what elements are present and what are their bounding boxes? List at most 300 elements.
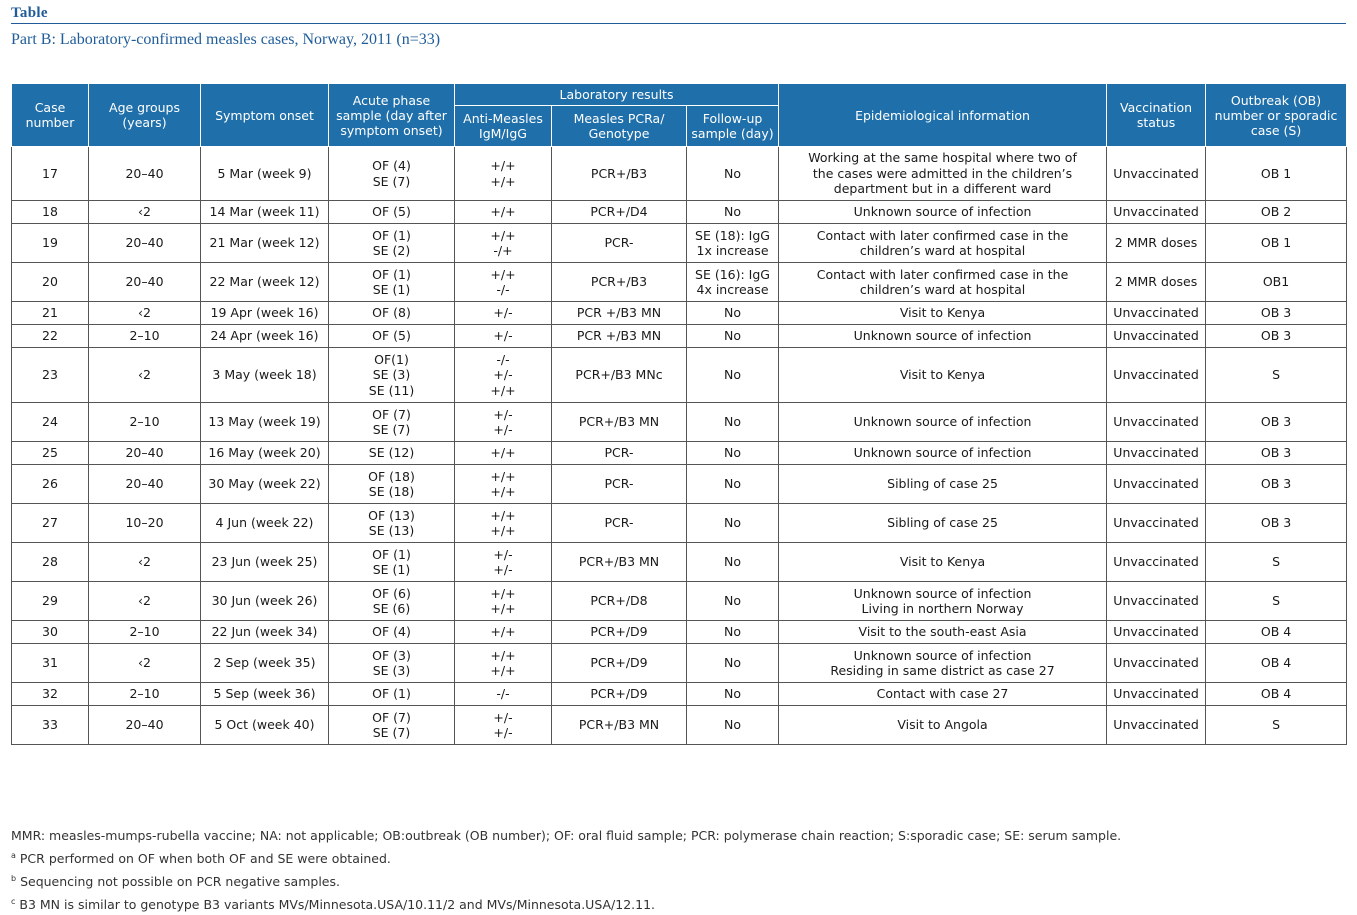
cell-pcr-genotype: PCR+/B3 MN (552, 543, 687, 582)
cell-case-number: 33 (12, 706, 89, 745)
cell-acute-phase-line: OF (6) (372, 585, 411, 601)
cell-epidemiological-info (779, 442, 1107, 465)
cell-pcr-genotype: PCR- (552, 504, 687, 543)
cell-epidemiological-info-line: Visit to the south-east Asia (858, 624, 1027, 640)
cell-follow-up (687, 683, 779, 706)
cell-epidemiological-info-line: children’s ward at hospital (859, 243, 1026, 258)
cell-outbreak: OB 4 (1206, 621, 1347, 644)
cell-outbreak: OB 3 (1206, 302, 1347, 325)
cell-anti-measles-line: +/- (493, 305, 513, 321)
cell-epidemiological-info (779, 348, 1107, 403)
cell-symptom-onset: 2 Sep (week 35) (201, 644, 329, 683)
cell-acute-phase (329, 683, 455, 706)
cell-pcr-genotype: PCR+/D4 (552, 201, 687, 224)
cell-follow-up (687, 348, 779, 403)
cell-anti-measles (455, 263, 552, 302)
cell-follow-up (687, 147, 779, 201)
cell-epidemiological-info-line: Unknown source of infection (853, 445, 1032, 461)
cell-acute-phase-line: SE (6) (372, 601, 411, 616)
header-vaccination-status: Vaccination status (1107, 84, 1206, 147)
cell-follow-up-line: No (724, 554, 742, 570)
cell-follow-up-line: No (724, 686, 742, 702)
cell-anti-measles-line: +/+ (490, 158, 516, 173)
cell-epidemiological-info-line: Contact with case 27 (876, 686, 1009, 702)
cell-epidemiological-info (779, 504, 1107, 543)
cell-age-group: 20–40 (89, 263, 201, 302)
table-row (12, 325, 1347, 348)
cell-follow-up (687, 706, 779, 745)
cell-anti-measles-line: +/- (493, 562, 513, 577)
header-laboratory-results: Laboratory results (455, 84, 779, 106)
cell-acute-phase-line: SE (2) (372, 243, 411, 258)
cell-epidemiological-info-line: Visit to Kenya (899, 554, 986, 570)
cell-acute-phase-line: SE (11) (368, 382, 415, 398)
cell-vaccination-status: Unvaccinated (1107, 683, 1206, 706)
cell-anti-measles (455, 224, 552, 263)
cell-anti-measles-line: +/+ (490, 266, 516, 282)
table-row (12, 465, 1347, 504)
cell-case-number: 21 (12, 302, 89, 325)
cell-pcr-genotype: PCR+/D9 (552, 644, 687, 683)
cell-outbreak: OB 3 (1206, 325, 1347, 348)
cell-outbreak: S (1206, 706, 1347, 745)
cell-follow-up-line: No (724, 367, 742, 383)
cell-vaccination-status: Unvaccinated (1107, 302, 1206, 325)
cell-age-group: 20–40 (89, 465, 201, 504)
footnote-a-mark: a (11, 851, 16, 860)
table-row (12, 263, 1347, 302)
cell-follow-up-line: No (724, 476, 742, 492)
table-row (12, 683, 1347, 706)
cell-outbreak: OB 1 (1206, 224, 1347, 263)
footnote-c-text: B3 MN is similar to genotype B3 variants MVs/Minnesota.USA/10.11/2 and MVs/Minnesota.USA/12.11. (19, 897, 656, 913)
cell-epidemiological-info (779, 582, 1107, 621)
cell-symptom-onset: 5 Mar (week 9) (201, 147, 329, 201)
cell-follow-up (687, 325, 779, 348)
cell-epidemiological-info (779, 263, 1107, 302)
cell-acute-phase-line: SE (1) (372, 282, 411, 297)
cell-vaccination-status: Unvaccinated (1107, 706, 1206, 745)
cell-epidemiological-info (779, 644, 1107, 683)
cell-symptom-onset: 4 Jun (week 22) (201, 504, 329, 543)
table-row (12, 147, 1347, 201)
cell-epidemiological-info-line: Unknown source of infection (853, 204, 1032, 220)
cell-pcr-genotype: PCR- (552, 442, 687, 465)
cell-case-number: 26 (12, 465, 89, 504)
cell-anti-measles-line: +/+ (490, 601, 516, 616)
cell-anti-measles (455, 543, 552, 582)
cell-outbreak: S (1206, 348, 1347, 403)
cell-age-group: ‹2 (89, 582, 201, 621)
cell-symptom-onset: 21 Mar (week 12) (201, 224, 329, 263)
cell-epidemiological-info-line: Sibling of case 25 (887, 515, 998, 531)
cell-acute-phase-line: SE (18) (368, 484, 415, 499)
cell-acute-phase-line: SE (3) (372, 663, 411, 678)
cell-symptom-onset: 5 Sep (week 36) (201, 683, 329, 706)
cell-vaccination-status: Unvaccinated (1107, 543, 1206, 582)
table-row (12, 644, 1347, 683)
cell-vaccination-status: Unvaccinated (1107, 403, 1206, 442)
cell-age-group: 2–10 (89, 325, 201, 348)
table-row (12, 224, 1347, 263)
cell-follow-up-line: 1x increase (696, 243, 769, 258)
cell-age-group: 20–40 (89, 706, 201, 745)
cell-symptom-onset: 24 Apr (week 16) (201, 325, 329, 348)
cell-anti-measles-line: -/- (496, 351, 510, 367)
cell-anti-measles-line: +/+ (490, 173, 516, 189)
cell-anti-measles (455, 582, 552, 621)
cell-age-group: 2–10 (89, 621, 201, 644)
header-epidemiological-information: Epidemiological information (779, 84, 1107, 147)
cell-age-group: ‹2 (89, 348, 201, 403)
cell-epidemiological-info (779, 302, 1107, 325)
cell-follow-up-line: No (724, 445, 742, 461)
cell-anti-measles-line: +/+ (490, 468, 516, 484)
header-symptom-onset: Symptom onset (201, 84, 329, 147)
cell-anti-measles (455, 147, 552, 201)
cell-acute-phase-line: SE (7) (372, 173, 411, 189)
header-rule (11, 23, 1346, 24)
cell-pcr-genotype: PCR+/B3 (552, 263, 687, 302)
cell-anti-measles (455, 644, 552, 683)
cell-follow-up-line: No (724, 655, 742, 671)
cell-epidemiological-info-line: Visit to Kenya (899, 367, 986, 383)
cell-acute-phase-line: OF (5) (372, 328, 411, 344)
cell-anti-measles-line: +/+ (490, 624, 516, 640)
cell-acute-phase-line: SE (7) (372, 422, 411, 437)
cell-anti-measles (455, 504, 552, 543)
footnote-a-text: PCR performed on OF when both OF and SE were obtained. (19, 851, 391, 867)
cell-vaccination-status: Unvaccinated (1107, 582, 1206, 621)
cell-pcr-genotype: PCR- (552, 224, 687, 263)
cell-age-group: 20–40 (89, 147, 201, 201)
cell-vaccination-status: Unvaccinated (1107, 621, 1206, 644)
cell-symptom-onset: 22 Mar (week 12) (201, 263, 329, 302)
cell-symptom-onset: 30 May (week 22) (201, 465, 329, 504)
cell-follow-up-line: SE (16): IgG (695, 266, 770, 282)
cell-anti-measles (455, 621, 552, 644)
cell-case-number: 25 (12, 442, 89, 465)
cell-pcr-genotype: PCR+/B3 MN (552, 706, 687, 745)
cell-case-number: 18 (12, 201, 89, 224)
cell-anti-measles-line: +/- (493, 709, 513, 725)
cell-case-number: 28 (12, 543, 89, 582)
table-subtitle: Part B: Laboratory-confirmed measles cases, Norway, 2011 (n=33) (11, 31, 441, 48)
cell-outbreak: OB 1 (1206, 147, 1347, 201)
cell-epidemiological-info-line: Working at the same hospital where two of (808, 150, 1077, 166)
cell-symptom-onset: 14 Mar (week 11) (201, 201, 329, 224)
cell-anti-measles (455, 403, 552, 442)
cell-epidemiological-info-line: children’s ward at hospital (859, 282, 1026, 297)
cell-follow-up-line: No (724, 624, 742, 640)
cell-acute-phase (329, 442, 455, 465)
cell-age-group: 10–20 (89, 504, 201, 543)
cell-vaccination-status: Unvaccinated (1107, 644, 1206, 683)
cell-epidemiological-info (779, 621, 1107, 644)
cell-acute-phase (329, 465, 455, 504)
cell-acute-phase-line: OF (4) (372, 158, 411, 173)
header-pcr-genotype: Measles PCRa/ Genotype (552, 106, 687, 147)
table-body (12, 147, 1347, 745)
cell-epidemiological-info (779, 224, 1107, 263)
header-case-number: Case number (12, 84, 89, 147)
cell-follow-up-line: No (724, 717, 742, 733)
cell-symptom-onset: 16 May (week 20) (201, 442, 329, 465)
cell-anti-measles (455, 348, 552, 403)
header-follow-up: Follow-up sample (day) (687, 106, 779, 147)
cell-acute-phase (329, 706, 455, 745)
cell-acute-phase-line: OF (1) (372, 546, 411, 562)
header-age-groups: Age groups (years) (89, 84, 201, 147)
cell-symptom-onset: 22 Jun (week 34) (201, 621, 329, 644)
cell-pcr-genotype: PCR+/B3 MN (552, 403, 687, 442)
cell-outbreak: S (1206, 543, 1347, 582)
table-row (12, 706, 1347, 745)
cell-epidemiological-info-line: Unknown source of infection (853, 328, 1032, 344)
cell-follow-up (687, 263, 779, 302)
cell-anti-measles-line: +/+ (490, 445, 516, 461)
cell-follow-up-line: No (724, 414, 742, 430)
cell-epidemiological-info-line: Unknown source of infection (853, 414, 1032, 430)
cell-epidemiological-info-line: Visit to Kenya (899, 305, 986, 321)
cell-acute-phase-line: OF (13) (368, 507, 415, 523)
cell-symptom-onset: 13 May (week 19) (201, 403, 329, 442)
cell-outbreak: OB 3 (1206, 465, 1347, 504)
cell-follow-up (687, 644, 779, 683)
footnote-c (11, 892, 1121, 915)
cell-case-number: 23 (12, 348, 89, 403)
table-row (12, 201, 1347, 224)
cell-pcr-genotype: PCR+/B3 (552, 147, 687, 201)
cell-case-number: 20 (12, 263, 89, 302)
cell-case-number: 29 (12, 582, 89, 621)
cell-anti-measles (455, 302, 552, 325)
table-label: Table (11, 5, 48, 21)
cell-epidemiological-info-line: Contact with later confirmed case in the (816, 227, 1069, 243)
cell-outbreak: OB 4 (1206, 683, 1347, 706)
header-acute-phase: Acute phase sample (day after symptom onset) (329, 84, 455, 147)
cell-pcr-genotype: PCR- (552, 465, 687, 504)
cell-pcr-genotype: PCR +/B3 MN (552, 325, 687, 348)
cell-acute-phase-line: SE (3) (372, 367, 411, 383)
cell-acute-phase-line: OF (1) (372, 227, 411, 243)
cell-follow-up (687, 621, 779, 644)
cell-anti-measles (455, 706, 552, 745)
cell-pcr-genotype: PCR +/B3 MN (552, 302, 687, 325)
cell-anti-measles (455, 465, 552, 504)
table-row (12, 621, 1347, 644)
cell-pcr-genotype: PCR+/D9 (552, 683, 687, 706)
cell-acute-phase (329, 348, 455, 403)
footnote-abbreviations: MMR: measles-mumps-rubella vaccine; NA: not applicable; OB:outbreak (OB number); OF: oral fluid sample; PCR: polymerase chain reaction; S:sporadic case; SE: serum sample. (11, 828, 1122, 843)
cell-age-group: ‹2 (89, 644, 201, 683)
cell-anti-measles (455, 325, 552, 348)
cell-symptom-onset: 5 Oct (week 40) (201, 706, 329, 745)
cell-acute-phase-line: OF (8) (372, 305, 411, 321)
cell-vaccination-status: 2 MMR doses (1107, 224, 1206, 263)
cell-anti-measles-line: +/+ (490, 507, 516, 523)
footnote-b-text: Sequencing not possible on PCR negative samples. (20, 874, 340, 890)
cell-vaccination-status: Unvaccinated (1107, 504, 1206, 543)
cell-acute-phase-line: OF (7) (372, 406, 411, 422)
cell-acute-phase (329, 224, 455, 263)
cell-case-number: 22 (12, 325, 89, 348)
cell-follow-up (687, 201, 779, 224)
cell-acute-phase (329, 147, 455, 201)
cell-age-group: 2–10 (89, 683, 201, 706)
cell-acute-phase (329, 621, 455, 644)
cell-acute-phase-line: OF (1) (372, 266, 411, 282)
cell-pcr-genotype: PCR+/D8 (552, 582, 687, 621)
cell-outbreak: OB 3 (1206, 442, 1347, 465)
header-outbreak: Outbreak (OB) number or sporadic case (S) (1206, 84, 1347, 147)
cell-follow-up (687, 582, 779, 621)
cell-anti-measles-line: +/+ (490, 484, 516, 499)
table-row (12, 348, 1347, 403)
cell-acute-phase (329, 263, 455, 302)
cell-anti-measles-line: +/- (493, 546, 513, 562)
cell-acute-phase-line: OF (7) (372, 709, 411, 725)
cell-pcr-genotype: PCR+/D9 (552, 621, 687, 644)
cell-anti-measles (455, 683, 552, 706)
cell-epidemiological-info-line: department but in a different ward (833, 181, 1052, 197)
measles-cases-table (11, 83, 1347, 745)
cell-age-group: ‹2 (89, 201, 201, 224)
cell-case-number: 32 (12, 683, 89, 706)
cell-acute-phase (329, 582, 455, 621)
cell-epidemiological-info (779, 201, 1107, 224)
cell-epidemiological-info-line: Living in northern Norway (861, 601, 1024, 616)
cell-outbreak: OB 3 (1206, 504, 1347, 543)
footnote-c-mark: c (11, 897, 16, 907)
cell-acute-phase-line: OF (5) (372, 204, 411, 220)
footnote-b (11, 869, 1121, 892)
cell-epidemiological-info (779, 147, 1107, 201)
cell-epidemiological-info (779, 683, 1107, 706)
table-footnotes (11, 826, 1121, 915)
cell-anti-measles-line: +/+ (490, 663, 516, 678)
cell-age-group: ‹2 (89, 543, 201, 582)
cell-follow-up (687, 224, 779, 263)
cell-case-number: 27 (12, 504, 89, 543)
cell-follow-up-line: 4x increase (696, 282, 769, 297)
cell-epidemiological-info-line: Residing in same district as case 27 (830, 663, 1055, 678)
cell-epidemiological-info (779, 465, 1107, 504)
cell-follow-up (687, 442, 779, 465)
table-row (12, 582, 1347, 621)
cell-epidemiological-info-line: the cases were admitted in the children’s (812, 165, 1073, 181)
cell-follow-up-line: No (724, 305, 742, 321)
cell-epidemiological-info (779, 543, 1107, 582)
cell-anti-measles (455, 201, 552, 224)
cell-anti-measles-line: +/- (493, 328, 513, 344)
cell-outbreak: OB 3 (1206, 403, 1347, 442)
cell-outbreak: S (1206, 582, 1347, 621)
cell-case-number: 17 (12, 147, 89, 201)
cell-follow-up (687, 302, 779, 325)
cell-acute-phase (329, 543, 455, 582)
cell-epidemiological-info-line: Unknown source of infection (853, 647, 1032, 663)
cell-anti-measles (455, 442, 552, 465)
cell-case-number: 30 (12, 621, 89, 644)
cell-anti-measles-line: +/- (493, 406, 513, 422)
cell-vaccination-status: Unvaccinated (1107, 201, 1206, 224)
cell-vaccination-status: Unvaccinated (1107, 325, 1206, 348)
cell-acute-phase (329, 201, 455, 224)
cell-epidemiological-info-line: Contact with later confirmed case in the (816, 266, 1069, 282)
cell-outbreak: OB 2 (1206, 201, 1347, 224)
cell-acute-phase-line: OF (1) (372, 686, 411, 702)
cell-case-number: 24 (12, 403, 89, 442)
cell-anti-measles-line: +/+ (490, 204, 516, 220)
cell-epidemiological-info (779, 706, 1107, 745)
cell-epidemiological-info (779, 325, 1107, 348)
table-row (12, 302, 1347, 325)
cell-anti-measles-line: +/- (493, 422, 513, 437)
cell-acute-phase-line: SE (7) (372, 725, 411, 740)
cell-acute-phase-line: OF (18) (368, 468, 415, 484)
cell-follow-up-line: No (724, 593, 742, 609)
cell-follow-up-line: SE (18): IgG (695, 227, 770, 243)
cell-symptom-onset: 19 Apr (week 16) (201, 302, 329, 325)
cell-acute-phase-line: OF (3) (372, 647, 411, 663)
cell-case-number: 31 (12, 644, 89, 683)
cell-anti-measles-line: -/- (496, 686, 510, 702)
cell-acute-phase (329, 644, 455, 683)
cell-age-group: ‹2 (89, 302, 201, 325)
cell-follow-up (687, 465, 779, 504)
cell-vaccination-status: 2 MMR doses (1107, 263, 1206, 302)
cell-acute-phase (329, 504, 455, 543)
cell-anti-measles-line: -/+ (493, 243, 513, 258)
cell-anti-measles-line: +/+ (490, 523, 516, 538)
cell-anti-measles-line: +/+ (490, 382, 516, 398)
cell-acute-phase (329, 403, 455, 442)
cell-vaccination-status: Unvaccinated (1107, 442, 1206, 465)
cell-age-group: 20–40 (89, 224, 201, 263)
header-anti-measles: Anti-Measles IgM/IgG (455, 106, 552, 147)
cell-acute-phase-line: SE (13) (368, 523, 415, 538)
cell-follow-up (687, 403, 779, 442)
cell-epidemiological-info (779, 403, 1107, 442)
cell-symptom-onset: 3 May (week 18) (201, 348, 329, 403)
cell-anti-measles-line: +/- (493, 367, 513, 383)
footnote-b-mark: b (11, 874, 17, 884)
cell-follow-up (687, 543, 779, 582)
cell-acute-phase-line: SE (1) (372, 562, 411, 577)
cell-case-number: 19 (12, 224, 89, 263)
table-row (12, 504, 1347, 543)
cell-epidemiological-info-line: Visit to Angola (897, 717, 988, 733)
cell-epidemiological-info-line: Sibling of case 25 (887, 476, 998, 492)
cell-acute-phase (329, 325, 455, 348)
cell-symptom-onset: 30 Jun (week 26) (201, 582, 329, 621)
cell-age-group: 2–10 (89, 403, 201, 442)
cell-vaccination-status: Unvaccinated (1107, 147, 1206, 201)
cell-acute-phase-line: SE (12) (368, 445, 415, 461)
cell-symptom-onset: 23 Jun (week 25) (201, 543, 329, 582)
cell-anti-measles-line: +/- (493, 725, 513, 740)
cell-acute-phase-line: OF (4) (372, 624, 411, 640)
footnote-a (11, 846, 1121, 869)
cell-age-group: 20–40 (89, 442, 201, 465)
cell-outbreak: OB1 (1206, 263, 1347, 302)
cell-follow-up (687, 504, 779, 543)
cell-follow-up-line: No (724, 165, 742, 181)
cell-epidemiological-info-line: Unknown source of infection (853, 585, 1032, 601)
cell-acute-phase (329, 302, 455, 325)
cell-acute-phase-line: OF(1) (374, 351, 409, 367)
